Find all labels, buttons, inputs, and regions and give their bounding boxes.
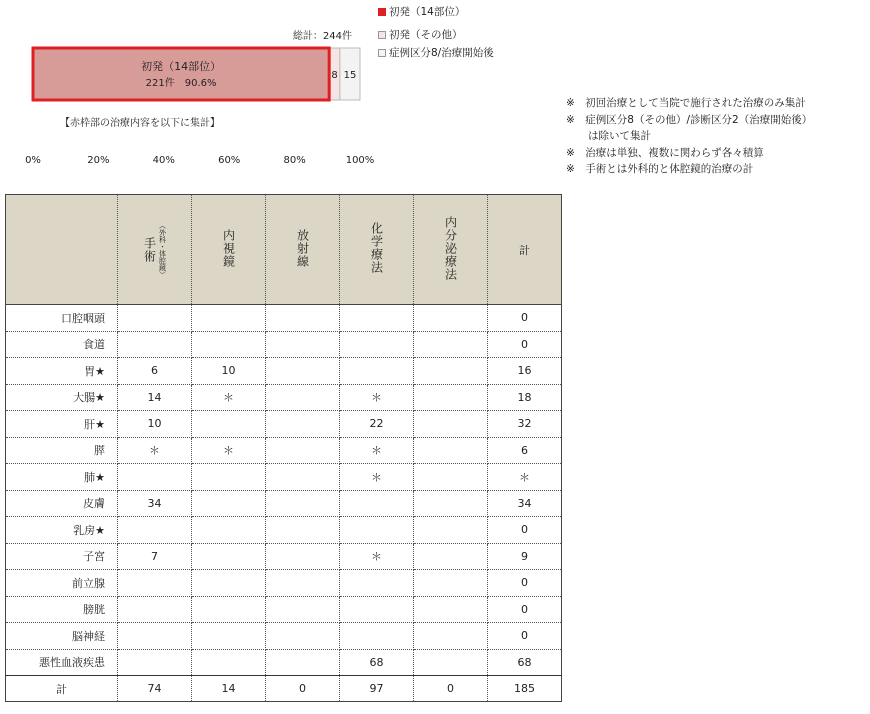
table-cell <box>414 517 488 544</box>
table-cell: 0 <box>488 570 562 597</box>
header-endoscopy <box>192 195 266 305</box>
table-cell: 32 <box>488 411 562 438</box>
table-cell <box>266 570 340 597</box>
table-cell: 6 <box>118 358 192 385</box>
table-row <box>6 358 562 385</box>
table-row <box>6 517 562 544</box>
table-cell <box>414 411 488 438</box>
legend-swatch-red <box>378 8 386 16</box>
table-cell: ＊ <box>118 437 192 464</box>
table-cell <box>340 358 414 385</box>
table-cell <box>414 490 488 517</box>
total-cell: 0 <box>414 676 488 702</box>
table-cell: 9 <box>488 543 562 570</box>
bar-label-line2: 221件 90.6% <box>145 78 217 89</box>
table-cell <box>266 331 340 358</box>
note-line: ※ 初回治療として当院で施行された治療のみ集計 <box>566 97 806 109</box>
table-cell: 18 <box>488 384 562 411</box>
row-label: 口腔咽頭 <box>6 305 118 332</box>
table-cell <box>118 331 192 358</box>
row-label: 前立腺 <box>6 570 118 597</box>
x-tick-label: 100% <box>345 155 375 166</box>
table-cell <box>340 596 414 623</box>
header-radiation <box>266 195 340 305</box>
table-cell <box>340 623 414 650</box>
table-cell: 0 <box>488 305 562 332</box>
table-cell <box>266 464 340 491</box>
row-label: 皮膚 <box>6 490 118 517</box>
table-header-row <box>6 195 562 305</box>
table-cell <box>192 517 266 544</box>
table-cell <box>266 623 340 650</box>
table-cell <box>414 464 488 491</box>
x-tick-label: 40% <box>152 155 175 166</box>
table-cell <box>414 543 488 570</box>
table-cell <box>340 331 414 358</box>
treatment-table <box>5 194 562 702</box>
note-line: ※ 手術とは外科的と体腔鏡的治療の計 <box>566 163 754 175</box>
table-body <box>6 305 562 676</box>
total-cell: 185 <box>488 676 562 702</box>
table-cell: 34 <box>488 490 562 517</box>
table-cell: ＊ <box>340 543 414 570</box>
table-cell <box>266 649 340 676</box>
table-cell <box>266 437 340 464</box>
row-label: 大腸★ <box>6 384 118 411</box>
row-label: 胃★ <box>6 358 118 385</box>
table-cell <box>414 305 488 332</box>
table-cell <box>414 384 488 411</box>
table-cell <box>118 570 192 597</box>
x-tick-label: 80% <box>283 155 306 166</box>
table-cell: 0 <box>488 623 562 650</box>
legend-label: 症例区分8/治療開始後 <box>389 47 494 59</box>
table-cell <box>118 517 192 544</box>
note-line: ※ 症例区分8（その他）/診断区分2（治療開始後） <box>566 113 813 126</box>
table-cell: 0 <box>488 596 562 623</box>
table-cell: 14 <box>118 384 192 411</box>
table-row <box>6 411 562 438</box>
notes <box>566 95 812 178</box>
table-cell <box>414 331 488 358</box>
table-cell <box>192 305 266 332</box>
table-cell: 16 <box>488 358 562 385</box>
table-cell <box>266 358 340 385</box>
table-cell <box>192 490 266 517</box>
table-cell: ＊ <box>192 384 266 411</box>
bar-note: 【赤枠部の治療内容を以下に集計】 <box>60 118 220 129</box>
header-label: 内分泌療法 <box>443 215 458 281</box>
table-cell <box>340 305 414 332</box>
header-label: 内視鏡 <box>221 228 236 268</box>
table-cell: 68 <box>488 649 562 676</box>
table-cell <box>192 649 266 676</box>
legend-item-after-start <box>378 45 494 60</box>
header-chemo <box>340 195 414 305</box>
table-cell: 6 <box>488 437 562 464</box>
table-cell <box>192 623 266 650</box>
bar-label-small: 15 <box>343 70 357 81</box>
total-cell: 74 <box>118 676 192 702</box>
row-label: 脳神経 <box>6 623 118 650</box>
table-total-row <box>6 676 562 702</box>
row-label: 膀胱 <box>6 596 118 623</box>
table-cell <box>192 411 266 438</box>
table-cell <box>266 596 340 623</box>
header-total <box>488 195 562 305</box>
table-cell <box>414 570 488 597</box>
table-row <box>6 649 562 676</box>
table-row <box>6 543 562 570</box>
header-label: 化学療法 <box>369 222 384 274</box>
note-line: ※ 治療は単独、複数に関わらず各々積算 <box>566 146 764 159</box>
legend-label: 初発（14部位） <box>389 6 466 18</box>
x-tick-label: 60% <box>218 155 241 166</box>
legend-swatch-pink <box>378 31 386 39</box>
table-row <box>6 331 562 358</box>
table-cell <box>118 596 192 623</box>
table-cell <box>414 437 488 464</box>
table-row <box>6 596 562 623</box>
legend-item-initial-other <box>378 27 463 42</box>
table-cell: 10 <box>192 358 266 385</box>
table-cell: 0 <box>488 331 562 358</box>
total-label: 総計：244件 <box>292 31 352 42</box>
table-cell <box>118 649 192 676</box>
header-label: 計 <box>519 243 530 257</box>
table-cell <box>192 464 266 491</box>
note-line: は除いて集計 <box>588 130 651 142</box>
table-cell <box>340 490 414 517</box>
table-cell: ＊ <box>340 437 414 464</box>
header-corner <box>6 195 118 305</box>
row-label: 食道 <box>6 331 118 358</box>
table-row <box>6 437 562 464</box>
table-cell <box>266 543 340 570</box>
table-cell <box>414 596 488 623</box>
table-cell <box>414 623 488 650</box>
bar-segment-0 <box>33 48 329 100</box>
table-cell <box>192 596 266 623</box>
row-label: 肝★ <box>6 411 118 438</box>
table-cell <box>192 543 266 570</box>
table-cell <box>192 570 266 597</box>
header-surgery-sub: （外科・体腔鏡） <box>158 221 167 278</box>
stacked-bar-chart <box>0 0 570 180</box>
header-label: 放射線 <box>295 228 310 268</box>
table-cell: 0 <box>488 517 562 544</box>
table-cell: ＊ <box>340 464 414 491</box>
table-cell <box>414 358 488 385</box>
total-cell: 14 <box>192 676 266 702</box>
table-cell: ＊ <box>192 437 266 464</box>
table-cell <box>266 411 340 438</box>
table-row <box>6 384 562 411</box>
table-row <box>6 623 562 650</box>
x-tick-label: 20% <box>87 155 110 166</box>
table-cell: 68 <box>340 649 414 676</box>
total-label: 計 <box>6 676 118 702</box>
header-surgery-label: 手術 <box>142 236 157 263</box>
table-cell <box>118 464 192 491</box>
legend-label: 初発（その他） <box>389 29 463 41</box>
table-cell <box>340 517 414 544</box>
table-cell: 22 <box>340 411 414 438</box>
header-surgery <box>118 195 192 305</box>
table-cell: 7 <box>118 543 192 570</box>
table-cell <box>192 331 266 358</box>
table-row <box>6 570 562 597</box>
legend-item-initial14 <box>378 4 465 19</box>
table-cell: ＊ <box>340 384 414 411</box>
table-cell <box>340 570 414 597</box>
legend-swatch-gray <box>378 49 386 57</box>
row-label: 乳房★ <box>6 517 118 544</box>
table-cell <box>118 623 192 650</box>
row-label: 子宮 <box>6 543 118 570</box>
table-row <box>6 490 562 517</box>
table-row <box>6 464 562 491</box>
x-tick-label: 0% <box>25 155 41 166</box>
row-label: 膵 <box>6 437 118 464</box>
table-cell <box>414 649 488 676</box>
table-cell <box>266 384 340 411</box>
total-cell: 97 <box>340 676 414 702</box>
table-row <box>6 305 562 332</box>
table-cell <box>266 490 340 517</box>
table-cell <box>266 305 340 332</box>
row-label: 悪性血液疾患 <box>6 649 118 676</box>
table-cell: 34 <box>118 490 192 517</box>
table-cell: ＊ <box>488 464 562 491</box>
bar-label-line1: 初発（14部位） <box>141 60 222 73</box>
bar-label-small: 8 <box>331 70 338 81</box>
table-cell: 10 <box>118 411 192 438</box>
total-cell: 0 <box>266 676 340 702</box>
row-label: 肺★ <box>6 464 118 491</box>
header-endocrine <box>414 195 488 305</box>
table-cell <box>118 305 192 332</box>
table-cell <box>266 517 340 544</box>
